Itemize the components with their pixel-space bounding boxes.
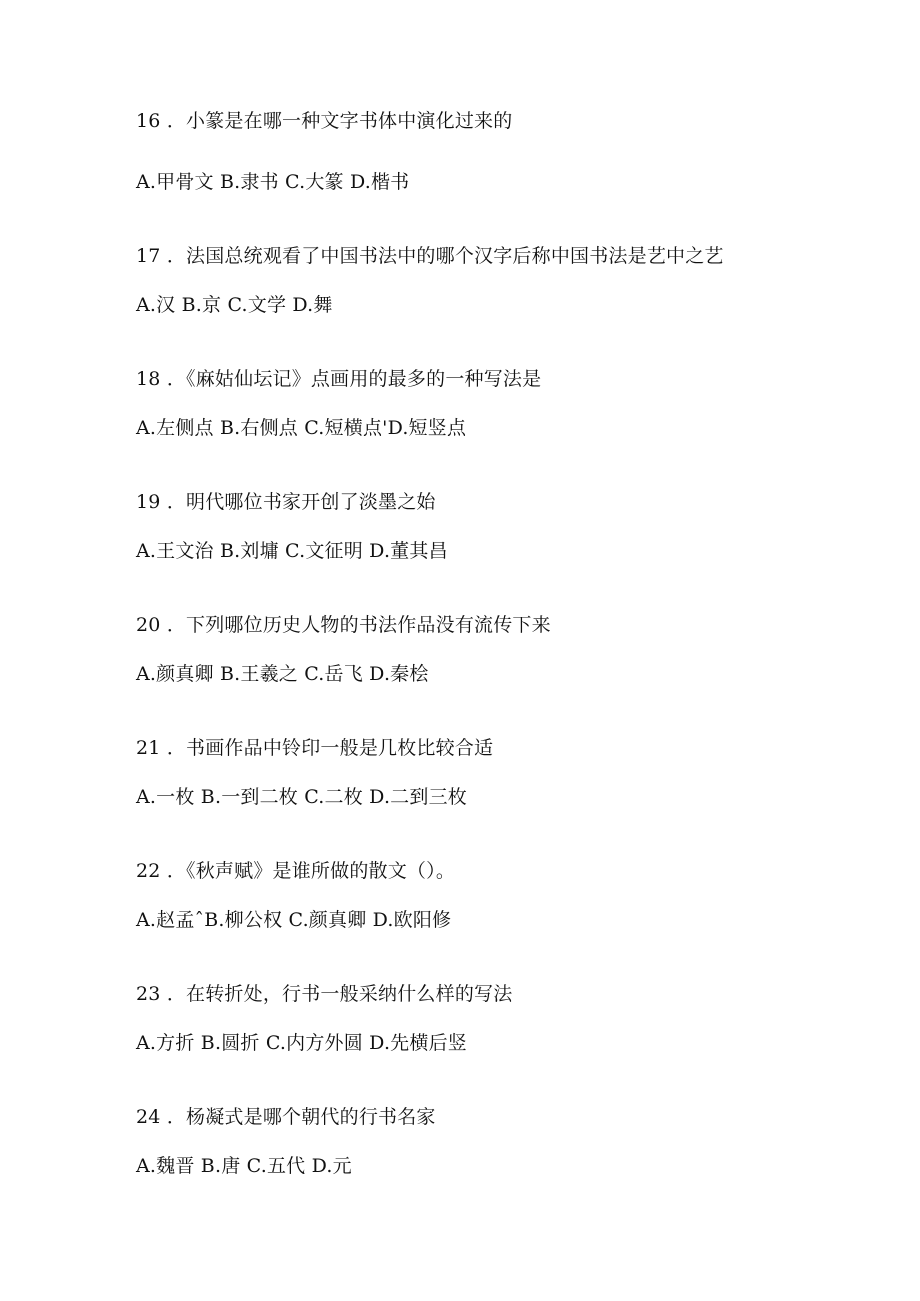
question-24-text: 24 ．杨凝式是哪个朝代的行书名家: [136, 1106, 436, 1128]
question-23-options: A.方折 B.圆折 C.内方外圆 D.先横后竖: [136, 1032, 467, 1054]
question-18-text: 18 ．《麻姑仙坛记》点画用的最多的一种写法是: [136, 368, 542, 390]
question-18-options: A.左侧点 B.右侧点 C.短横点'D.短竖点: [136, 417, 467, 439]
question-20-text: 20 ．下列哪位历史人物的书法作品没有流传下来: [136, 614, 551, 636]
question-19-text: 19 ．明代哪位书家开创了淡墨之始: [136, 491, 436, 513]
question-23-text: 23 ．在转折处，行书一般采纳什么样的写法: [136, 983, 513, 1005]
question-17-text: 17 ．法国总统观看了中国书法中的哪个汉字后称中国书法是艺中之艺: [136, 245, 724, 267]
question-22-text: 22 ．《秋声赋》是谁所做的散文（）。: [136, 860, 456, 882]
question-21-text: 21 ．书画作品中铃印一般是几枚比较合适: [136, 737, 494, 759]
question-22-options: A.赵孟ˆB.柳公权 C.颜真卿 D.欧阳修: [136, 909, 452, 931]
question-20-options: A.颜真卿 B.王羲之 C.岳飞 D.秦桧: [136, 663, 429, 685]
question-17-options: A.汉 B.京 C.文学 D.舞: [136, 294, 333, 316]
question-21-options: A.一枚 B.一到二枚 C.二枚 D.二到三枚: [136, 786, 467, 808]
question-16-text: 16 ．小篆是在哪一种文字书体中演化过来的: [136, 110, 513, 132]
question-19-options: A.王文治 B.刘墉 C.文征明 D.董其昌: [136, 540, 448, 562]
question-24-options: A.魏晋 B.唐 C.五代 D.元: [136, 1155, 352, 1177]
question-16-options: A.甲骨文 B.隶书 C.大篆 D.楷书: [136, 171, 410, 193]
